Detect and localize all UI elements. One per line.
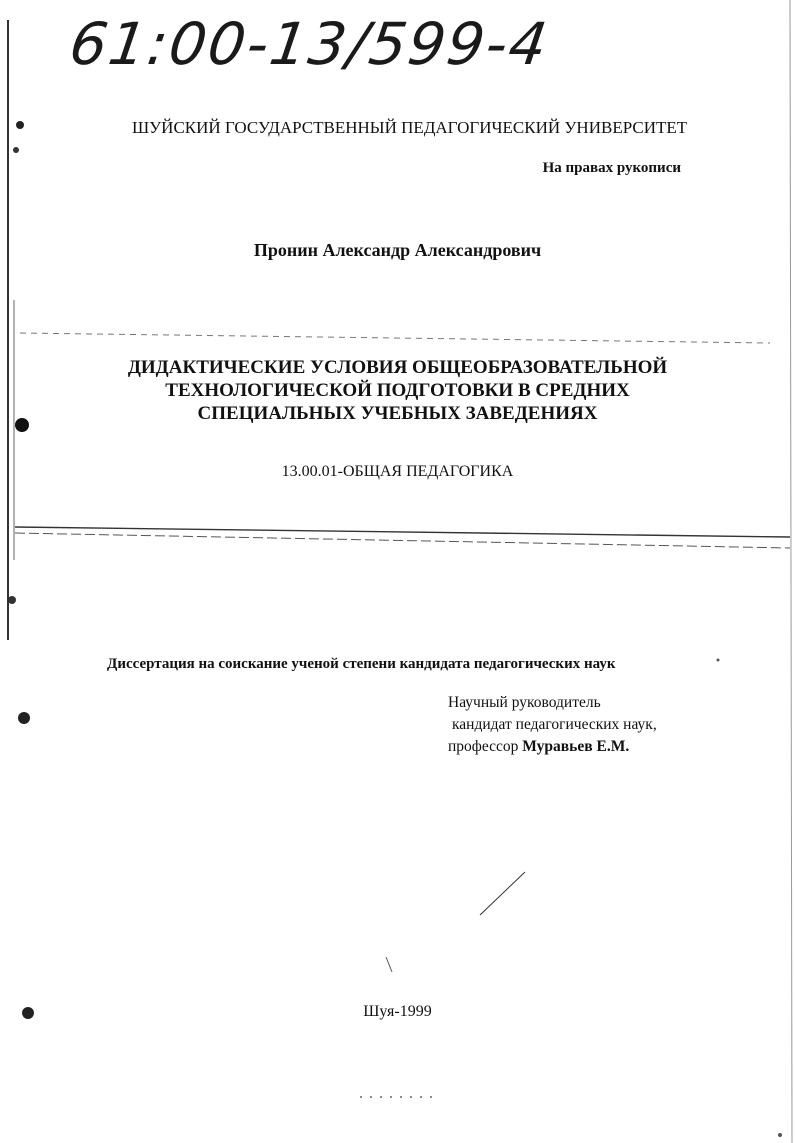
pen-stroke-2 — [386, 957, 392, 972]
speck — [13, 147, 19, 153]
title-line-2: ТЕХНОЛОГИЧЕСКОЙ ПОДГОТОВКИ В СРЕДНИХ — [165, 380, 630, 401]
right-edge-rule — [790, 0, 792, 1143]
supervisor-degree: кандидат педагогических наук, — [452, 716, 657, 733]
pen-stroke — [480, 872, 525, 915]
supervisor-title-line — [448, 736, 657, 758]
dissertation-statement: Диссертация на соискание ученой степени кандидата педагогических наук — [107, 656, 616, 672]
handwritten-archive-code: 61:00-13/599-4 — [65, 10, 553, 78]
author-name: Пронин Александр Александрович — [253, 240, 542, 260]
title-line-3: СПЕЦИАЛЬНЫХ УЧЕБНЫХ ЗАВЕДЕНИЯХ — [197, 403, 598, 424]
supervisor-role: Научный руководитель — [448, 694, 601, 711]
speck — [18, 712, 30, 724]
scan-line-1 — [20, 333, 770, 343]
speck — [717, 659, 720, 662]
manuscript-note: На правах рукописи — [542, 160, 681, 176]
supervisor-block — [448, 692, 657, 758]
dissertation-title — [60, 356, 735, 425]
title-line-1: ДИДАКТИЧЕСКИЕ УСЛОВИЯ ОБЩЕОБРАЗОВАТЕЛЬНОЙ — [127, 357, 668, 378]
city-year: Шуя-1999 — [363, 1003, 432, 1020]
supervisor-name: Муравьев Е.М. — [522, 738, 630, 755]
supervisor-title: профессор — [448, 738, 523, 755]
university-name: ШУЙСКИЙ ГОСУДАРСТВЕННЫЙ ПЕДАГОГИЧЕСКИЙ УНИВЕРСИТЕТ — [132, 118, 688, 137]
specialty-code: 13.00.01-ОБЩАЯ ПЕДАГОГИКА — [281, 463, 514, 480]
speck — [778, 1133, 782, 1137]
speck — [8, 596, 16, 604]
speck — [16, 121, 24, 129]
speck — [15, 418, 29, 432]
